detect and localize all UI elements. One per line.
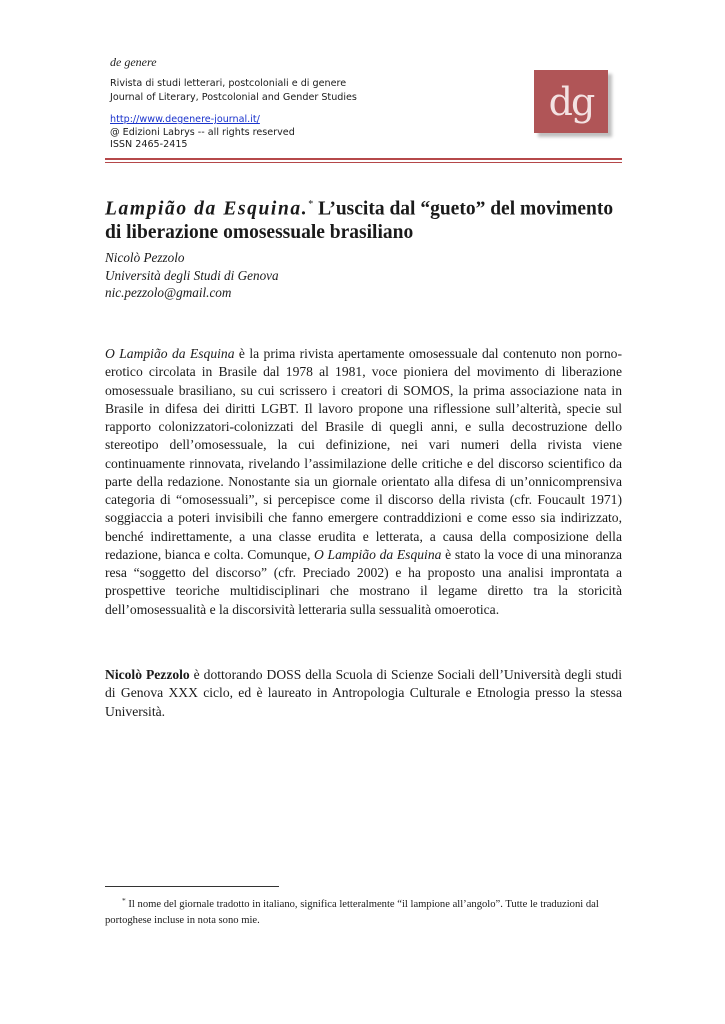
footnote-marker: * xyxy=(122,896,126,905)
issn: ISSN 2465-2415 xyxy=(110,139,188,150)
abstract xyxy=(105,345,622,619)
author-name: Nicolò Pezzolo xyxy=(105,250,185,265)
title-footnote-marker[interactable]: * xyxy=(308,199,314,210)
title-magazine-name: Lampião da Esquina. xyxy=(105,198,309,220)
journal-subtitle-it: Rivista di studi letterari, postcoloniali e di genere xyxy=(110,78,347,89)
journal-name: de genere xyxy=(110,55,157,69)
abstract-magazine-name: O Lampião da Esquina xyxy=(105,346,235,361)
bio-text: è dottorando DOSS della Scuola di Scienze Sociali dell’Università degli studi di Genova XXX ciclo, ed è laureato in Antropologia Culturale e Etnologia presso la stessa Università. xyxy=(105,667,623,719)
abstract-magazine-name-2: O Lampião da Esquina xyxy=(314,546,442,562)
abstract-text-part-2: è stato la voce di una minoranza resa “soggetto del discorso” (cfr. Preciado 2002) e ha proposto una analisi improntata a prospettive teoriche multidisciplinari che mostrano il legame diretto tra la storicità dell’omosessualità e la discorsività letteraria sulla sessualità omoerotica. xyxy=(105,546,622,617)
header-rule-top xyxy=(105,158,622,160)
journal-meta xyxy=(110,114,295,152)
author-affiliation: Università degli Studi di Genova xyxy=(105,267,279,283)
abstract-text-part-1: è la prima rivista apertamente omosessuale dal contenuto non porno-erotico circolata in Brasile dal 1978 al 1981, voce pioniera del movimento di liberazione omosessuale brasiliano, su cui scrissero i creatori di SOMOS, la prima associazione nata in Brasile in difesa dei diritti LGBT. Il lavoro propone una riflessione sull’alterità, specie sul rapporto colonizzatori-colonizzati del Brasile di quegli anni, e sulla decostruzione dello stereotipo dell’omosessuale, la cui definizione, nei vari numeri della rivista viene continuamente rinnovata, rivelando l’assimilazione delle critiche e del discorso scientifico da parte della redazione. Nonostante sia un giornale orientato alla difesa di un’onnicomprensiva categoria di “omosessuali”, si percepisce come il discorso della rivista (cfr. Foucault 1971) soggiaccia a poteri invisibili che fanno emergere contraddizioni e come esso sia indirizzato, benché indirettamente, a una classe erudita e letterata, a causa della composizione della redazione, bianca e colta. Comunque, xyxy=(105,346,622,562)
article-title xyxy=(105,193,625,244)
copyright-notice: @ Edizioni Labrys -- all rights reserved xyxy=(110,126,295,138)
footnote-text: Il nome del giornale tradotto in italiano, significa letteralmente “il lampione all’angolo”. Tutte le traduzioni dal portoghese incluse in nota sono mie. xyxy=(105,899,599,926)
journal-logo: dg xyxy=(534,70,608,133)
journal-url-link[interactable]: http://www.degenere-journal.it/ xyxy=(110,114,260,125)
author-email[interactable]: nic.pezzolo@gmail.com xyxy=(105,285,232,301)
bio-author-name: Nicolò Pezzolo xyxy=(105,667,190,682)
journal-subtitle xyxy=(110,77,357,104)
title-rest: L’uscita dal “gueto” del movimento di liberazione omosessuale brasiliano xyxy=(105,198,614,243)
footnote xyxy=(105,893,622,928)
author-block xyxy=(105,249,279,302)
journal-subtitle-en: Journal of Literary, Postcolonial and Gender Studies xyxy=(110,91,357,103)
author-bio xyxy=(105,666,622,721)
header-rule-bottom xyxy=(105,162,622,163)
footnote-divider xyxy=(105,886,279,887)
